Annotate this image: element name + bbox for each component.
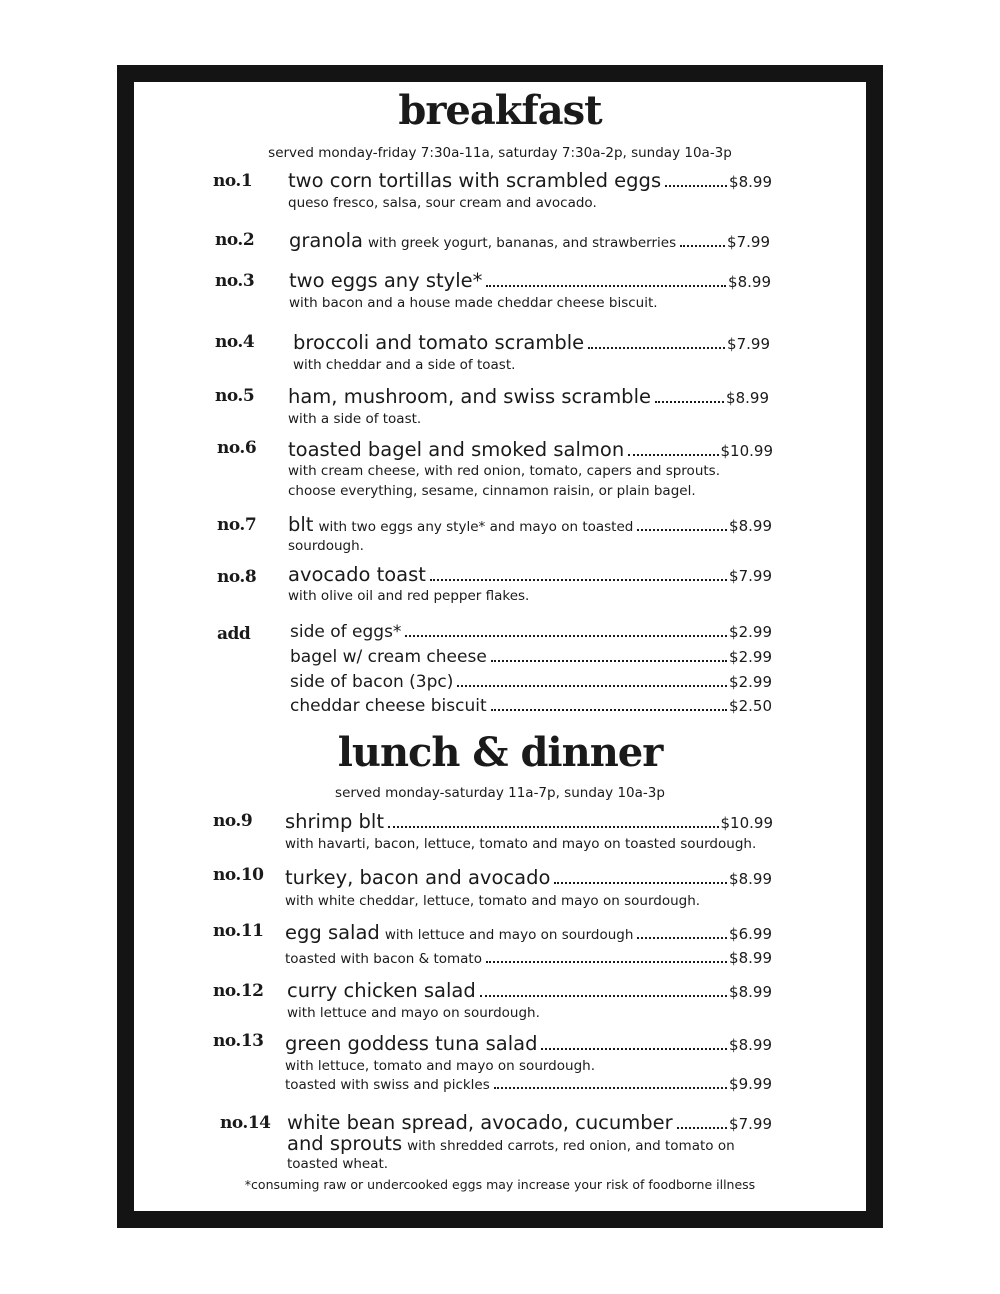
add-item-name: side of bacon (3pc) xyxy=(290,672,454,692)
item-description: with cheddar and a side of toast. xyxy=(293,357,516,373)
item-description: with cream cheese, with red onion, tomato, capers and sprouts. xyxy=(288,463,720,479)
item-number: no.14 xyxy=(220,1113,271,1133)
option-line xyxy=(285,1075,772,1093)
option-label: toasted with swiss and pickles xyxy=(285,1077,490,1093)
item-name: curry chicken salad xyxy=(287,979,476,1002)
item-description: choose everything, sesame, cinnamon raisin, or plain bagel. xyxy=(288,483,696,499)
option-price: $9.99 xyxy=(729,1075,772,1093)
item-description: with a side of toast. xyxy=(288,411,422,427)
item-price: $8.99 xyxy=(728,273,771,291)
add-item-name: cheddar cheese biscuit xyxy=(290,696,487,716)
item-price: $10.99 xyxy=(720,442,773,460)
menu-item-line xyxy=(288,513,772,536)
menu-item-line xyxy=(285,810,773,833)
item-number: no.10 xyxy=(213,865,264,885)
menu-item-line xyxy=(289,229,770,252)
item-number: no.4 xyxy=(215,332,255,352)
item-name-continued: and sprouts xyxy=(287,1132,403,1155)
add-item-price: $2.99 xyxy=(729,673,772,691)
menu-item-line xyxy=(288,563,772,586)
menu-item-line xyxy=(288,169,772,192)
dot-leader xyxy=(665,185,727,187)
menu-item-line xyxy=(288,385,769,408)
dot-leader xyxy=(554,882,727,884)
dot-leader xyxy=(494,1087,727,1089)
dot-leader xyxy=(628,454,718,456)
dot-leader xyxy=(388,826,719,828)
breakfast-title: breakfast xyxy=(398,87,602,134)
option-price: $8.99 xyxy=(729,949,772,967)
add-item-line xyxy=(290,696,772,716)
item-description: with olive oil and red pepper flakes. xyxy=(288,588,530,604)
item-price: $7.99 xyxy=(727,233,770,251)
lunch-hours: served monday-saturday 11a-7p, sunday 10a-3p xyxy=(335,785,665,801)
lunch-title: lunch & dinner xyxy=(337,729,663,776)
add-item-name: side of eggs* xyxy=(290,622,402,642)
item-inline-description: with shredded carrots, red onion, and tomato on xyxy=(407,1138,735,1154)
add-item-line xyxy=(290,647,772,667)
dot-leader xyxy=(637,529,727,531)
dot-leader xyxy=(541,1048,727,1050)
menu-item-line xyxy=(287,1111,772,1134)
menu-item-line xyxy=(285,1032,772,1055)
menu-item-line xyxy=(288,438,773,461)
item-price: $7.99 xyxy=(729,567,772,585)
item-inline-description: with greek yogurt, bananas, and strawberries xyxy=(368,235,677,251)
item-description: toasted wheat. xyxy=(287,1156,389,1172)
item-number: no.2 xyxy=(215,230,255,250)
item-price: $7.99 xyxy=(729,1115,772,1133)
item-name: granola xyxy=(289,229,364,252)
item-name: two eggs any style* xyxy=(289,269,483,292)
item-name: blt xyxy=(288,513,314,536)
item-price: $10.99 xyxy=(720,814,773,832)
item-name: toasted bagel and smoked salmon xyxy=(288,438,625,461)
breakfast-hours: served monday-friday 7:30a-11a, saturday 7:30a-2p, sunday 10a-3p xyxy=(268,145,732,161)
dot-leader xyxy=(405,635,727,637)
dot-leader xyxy=(486,285,726,287)
item-number: no.12 xyxy=(213,981,264,1001)
add-item-name: bagel w/ cream cheese xyxy=(290,647,487,667)
item-price: $8.99 xyxy=(729,1036,772,1054)
add-item-line xyxy=(290,672,772,692)
menu-item-line xyxy=(289,269,771,292)
add-item-line xyxy=(290,622,772,642)
item-description: queso fresco, salsa, sour cream and avocado. xyxy=(288,195,597,211)
dot-leader xyxy=(680,245,725,247)
menu-item-line xyxy=(285,921,772,944)
menu-border xyxy=(117,65,883,1228)
item-price: $8.99 xyxy=(726,389,769,407)
item-number: no.3 xyxy=(215,271,255,291)
item-number: no.8 xyxy=(217,567,257,587)
footnote: *consuming raw or undercooked eggs may increase your risk of foodborne illness xyxy=(244,1177,756,1192)
item-price: $7.99 xyxy=(727,335,770,353)
add-item-price: $2.99 xyxy=(729,623,772,641)
dot-leader xyxy=(480,995,727,997)
item-name: broccoli and tomato scramble xyxy=(293,331,585,354)
menu-item-line-continued xyxy=(287,1132,735,1155)
item-number: no.6 xyxy=(217,438,257,458)
item-name: avocado toast xyxy=(288,563,426,586)
menu-item-line xyxy=(293,331,770,354)
item-name: white bean spread, avocado, cucumber xyxy=(287,1111,673,1134)
item-inline-description: with lettuce and mayo on sourdough xyxy=(384,927,634,943)
dot-leader xyxy=(677,1127,727,1129)
item-description: with white cheddar, lettuce, tomato and mayo on sourdough. xyxy=(285,893,701,909)
dot-leader xyxy=(430,579,727,581)
item-price: $8.99 xyxy=(729,983,772,1001)
option-line xyxy=(285,949,772,967)
item-name: two corn tortillas with scrambled eggs xyxy=(288,169,662,192)
item-number: no.11 xyxy=(213,921,264,941)
menu-item-line xyxy=(285,866,772,889)
item-name: turkey, bacon and avocado xyxy=(285,866,551,889)
dot-leader xyxy=(588,347,725,349)
add-item-price: $2.99 xyxy=(729,648,772,666)
item-price: $8.99 xyxy=(729,173,772,191)
option-label: toasted with bacon & tomato xyxy=(285,951,482,967)
dot-leader xyxy=(491,709,727,711)
item-inline-description: with two eggs any style* and mayo on toasted xyxy=(318,519,634,535)
item-price: $8.99 xyxy=(729,517,772,535)
item-description: with bacon and a house made cheddar cheese biscuit. xyxy=(289,295,658,311)
item-price: $8.99 xyxy=(729,870,772,888)
item-number: no.13 xyxy=(213,1031,264,1051)
menu-item-line xyxy=(287,979,772,1002)
item-description: with havarti, bacon, lettuce, tomato and mayo on toasted sourdough. xyxy=(285,836,757,852)
item-description: sourdough. xyxy=(288,538,364,554)
item-name: green goddess tuna salad xyxy=(285,1032,538,1055)
dot-leader xyxy=(491,660,727,662)
item-number: no.1 xyxy=(213,171,253,191)
dot-leader xyxy=(486,961,727,963)
item-name: ham, mushroom, and swiss scramble xyxy=(288,385,651,408)
item-description: with lettuce, tomato and mayo on sourdough. xyxy=(285,1058,595,1074)
item-name: shrimp blt xyxy=(285,810,384,833)
item-number: no.7 xyxy=(217,515,257,535)
dot-leader xyxy=(655,401,724,403)
item-description: with lettuce and mayo on sourdough. xyxy=(287,1005,540,1021)
dot-leader xyxy=(637,937,727,939)
add-label: add xyxy=(217,624,251,644)
item-name: egg salad xyxy=(285,921,380,944)
add-item-price: $2.50 xyxy=(729,697,772,715)
item-number: no.9 xyxy=(213,811,253,831)
item-number: no.5 xyxy=(215,386,255,406)
dot-leader xyxy=(457,685,727,687)
item-price: $6.99 xyxy=(729,925,772,943)
